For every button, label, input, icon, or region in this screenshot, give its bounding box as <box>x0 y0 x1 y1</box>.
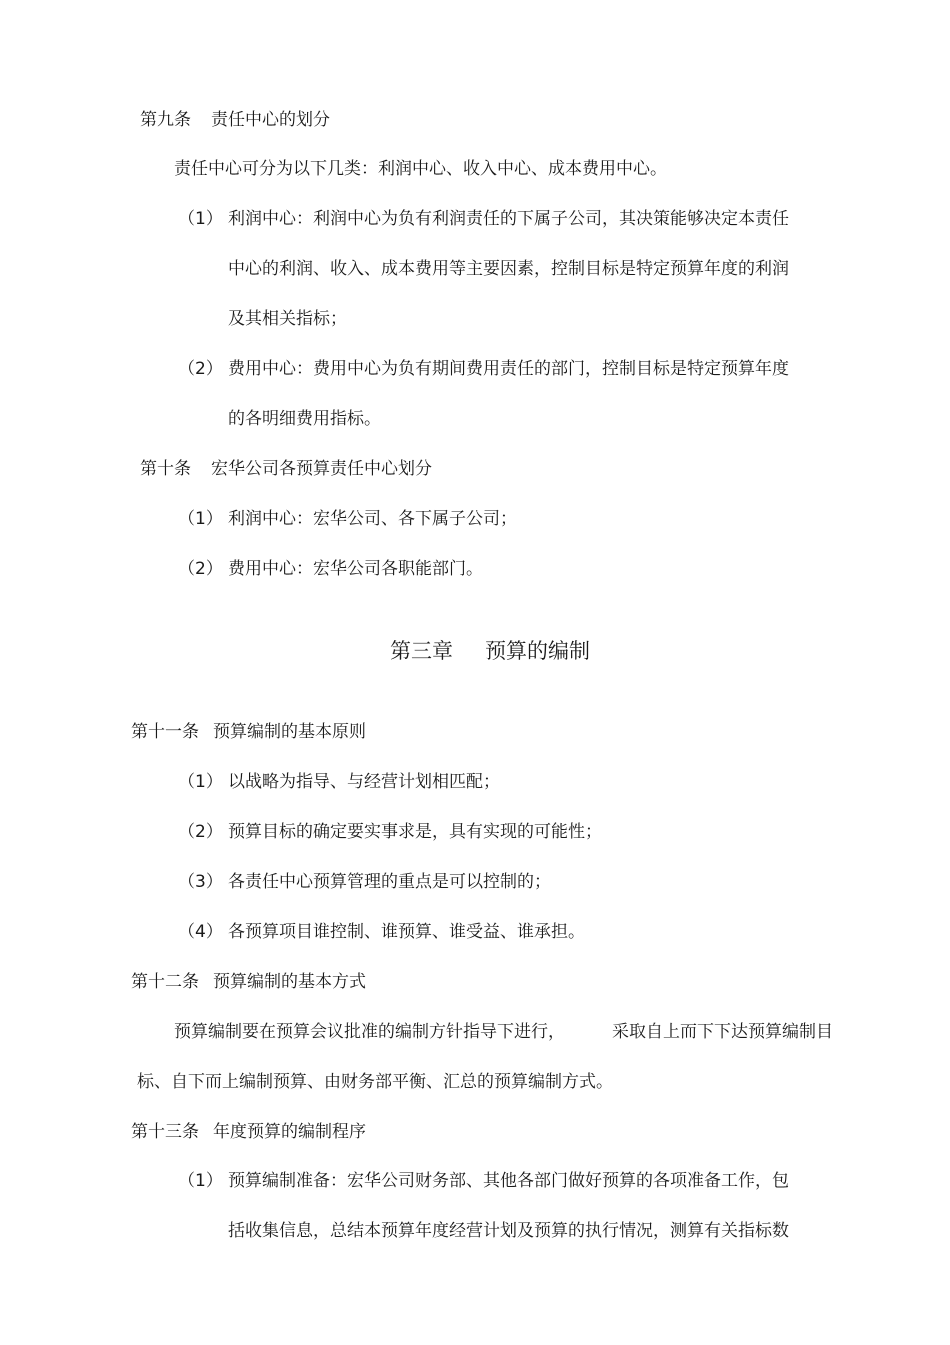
list-item-text: 各责任中心预算管理的重点是可以控制的； <box>228 872 551 892</box>
list-number: （2） <box>178 359 223 379</box>
list-number: （1） <box>178 209 223 229</box>
chapter-label: 第三章 <box>390 639 453 663</box>
list-item-text: 各预算项目谁控制、谁预算、谁受益、谁承担。 <box>228 922 585 942</box>
list-item-text: 利润中心：利润中心为负有利润责任的下属子公司，其决策能够决定本责任 <box>228 209 789 229</box>
list-number: （1） <box>178 1171 223 1191</box>
paragraph: 责任中心可分为以下几类：利润中心、收入中心、成本费用中心。 <box>174 159 667 179</box>
list-number: （2） <box>178 822 223 842</box>
article-title: 预算编制的基本原则 <box>213 722 366 742</box>
list-item-text: 预算编制准备：宏华公司财务部、其他各部门做好预算的各项准备工作，包 <box>228 1171 789 1191</box>
list-number: （1） <box>178 509 223 529</box>
list-item-text: 费用中心：宏华公司各职能部门。 <box>228 559 483 579</box>
article-label: 第十一条 <box>131 722 199 742</box>
list-item-text: 及其相关指标； <box>228 309 347 329</box>
paragraph: 采取自上而下下达预算编制目 <box>612 1022 833 1042</box>
chapter-heading <box>390 636 590 666</box>
list-item-text: 利润中心：宏华公司、各下属子公司； <box>228 509 517 529</box>
list-item-text: 费用中心：费用中心为负有期间费用责任的部门，控制目标是特定预算年度 <box>228 359 789 379</box>
list-number: （1） <box>178 772 223 792</box>
article-label: 第十条 <box>140 459 191 479</box>
chapter-title: 预算的编制 <box>485 639 590 663</box>
list-item-text: 中心的利润、收入、成本费用等主要因素，控制目标是特定预算年度的利润 <box>228 259 789 279</box>
list-number: （2） <box>178 559 223 579</box>
list-item-text: 括收集信息，总结本预算年度经营计划及预算的执行情况，测算有关指标数 <box>228 1221 789 1241</box>
article-title: 责任中心的划分 <box>211 110 330 130</box>
article-12-heading <box>131 970 366 994</box>
list-item-text: 的各明细费用指标。 <box>228 409 381 429</box>
article-title: 宏华公司各预算责任中心划分 <box>211 459 432 479</box>
article-title: 预算编制的基本方式 <box>213 972 366 992</box>
list-item-text: 预算目标的确定要实事求是，具有实现的可能性； <box>228 822 602 842</box>
paragraph: 标、自下而上编制预算、由财务部平衡、汇总的预算编制方式。 <box>137 1072 613 1092</box>
article-label: 第十三条 <box>131 1122 199 1142</box>
article-9-heading <box>140 108 330 132</box>
paragraph: 预算编制要在预算会议批准的编制方针指导下进行， <box>174 1022 565 1042</box>
article-10-heading <box>140 457 432 481</box>
list-number: （4） <box>178 922 223 942</box>
article-label: 第九条 <box>140 110 191 130</box>
article-13-heading <box>131 1120 366 1144</box>
article-11-heading <box>131 720 366 744</box>
list-number: （3） <box>178 872 223 892</box>
article-title: 年度预算的编制程序 <box>213 1122 366 1142</box>
list-item-text: 以战略为指导、与经营计划相匹配； <box>228 772 500 792</box>
article-label: 第十二条 <box>131 972 199 992</box>
